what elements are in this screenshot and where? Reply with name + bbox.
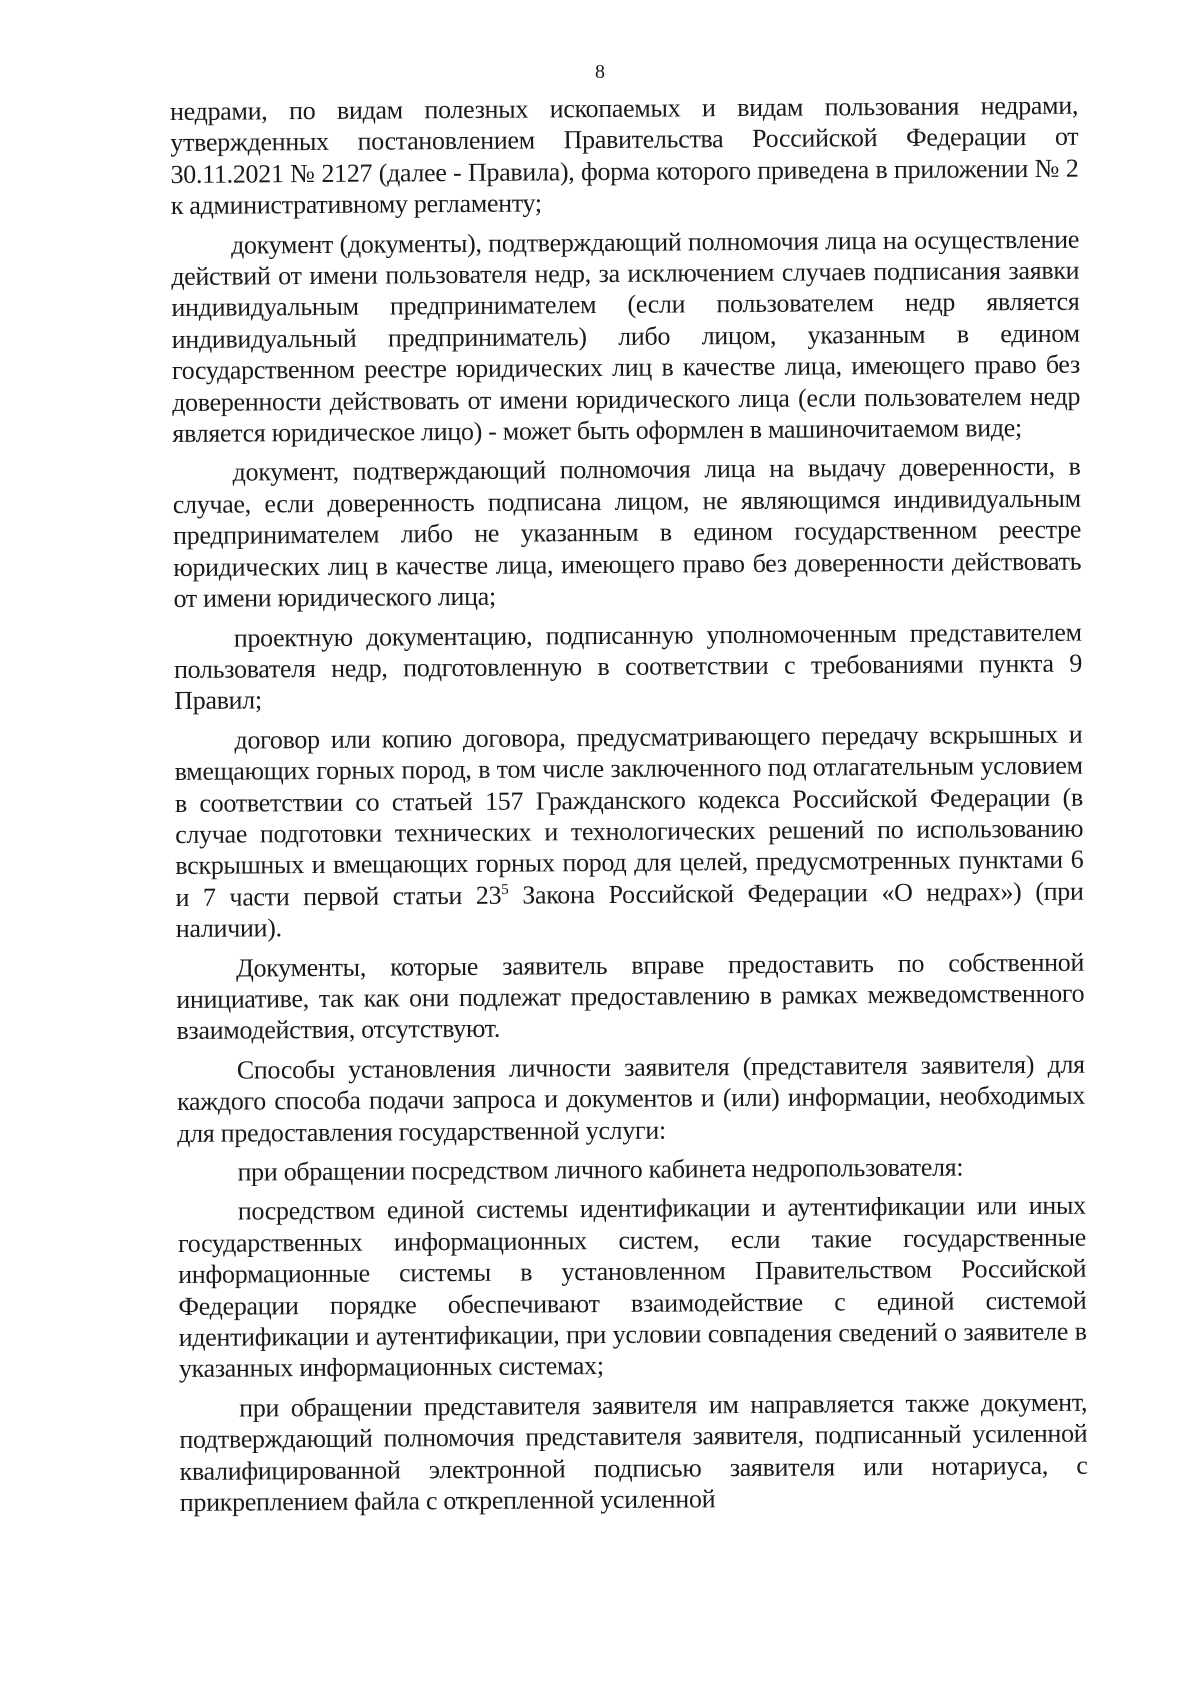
page-number: 8 (595, 61, 605, 83)
contract-text-before-superscript: договор или копию договора, предусматривающего передачу вскрышных и вмещающих горных пород, в том числе заключенного под отлагательным условием в соответствии со статьей 157 Гражданского кодекса Российской Федерации (в случае подготовки технических и технологических решений по использованию вскрышных и вмещающих горных пород для целей, предусмотренных пунктами 6 и 7 части первой статьи 23 (174, 719, 1084, 912)
paragraph-representative: при обращении представителя заявителя им направляется также документ, подтверждающий полномочия представителя заявителя, подписанный усиленной квалифицированной электронной подписью заявителя или нотариуса, с прикреплением файла с открепленной усиленной (179, 1387, 1088, 1518)
article-superscript: 5 (501, 881, 509, 898)
document-body (170, 90, 1088, 1527)
paragraph-project-documentation: проектную документацию, подписанную уполномоченным представителем пользователя недр, подготовленную в соответствии с требованиями пункта 9 Правил; (173, 617, 1083, 716)
paragraph-continuation: недрами, по видам полезных ископаемых и видам пользования недрами, утвержденных постановлением Правительства Российской Федерации от 30.11.2021 № 2127 (далее - Правила), форма которого приведена в приложении № 2 к административному регламенту; (170, 90, 1079, 221)
paragraph-esia-identification: посредством единой системы идентификации и аутентификации или иных государственных информационных систем, если такие государственные информационные системы в установленном Правительством Российской Федерации порядке обеспечивают взаимодействие с единой системой идентификации и аутентификации, при условии совпадения сведений о заявителе в указанных информационных системах; (177, 1191, 1087, 1384)
paragraph-personal-cabinet: при обращении посредством личного кабинета недропользователя: (237, 1152, 964, 1187)
paragraph-optional-documents: Документы, которые заявитель вправе предоставить по собственной инициативе, так как они подлежат предоставлению в рамках межведомственного взаимодействия, отсутствуют. (176, 947, 1085, 1046)
contract-text-after-superscript: Закона Российской Федерации «О недрах») (при наличии). (175, 876, 1084, 944)
paragraph-identification-methods: Способы установления личности заявителя (представителя заявителя) для каждого способа подачи запроса и документов и (или) информации, необходимых для предоставления государственной услуги: (176, 1049, 1086, 1148)
paragraph-power-of-attorney-document: документ, подтверждающий полномочия лица на выдачу доверенности, в случае, если доверенность подписана лицом, не являющимся индивидуальным предпринимателем либо не указанным в едином государственном реестре юридических лиц в качестве лица, имеющего право без доверенности действовать от имени юридического лица; (172, 452, 1082, 614)
paragraph-rock-transfer-contract (174, 718, 1084, 944)
paragraph-authority-document: документ (документы), подтверждающий полномочия лица на осуществление действий от имени пользователя недр, за исключением случаев подписания заявки индивидуальным предпринимателем (если пользователем недр является индивидуальный предприниматель) либо лицом, указанным в едином государственном реестре юридических лиц в качестве лица, имеющего право без доверенности действовать от имени юридического лица (если пользователем недр является юридическое лицо) - может быть оформлен в машиночитаемом виде; (171, 224, 1081, 449)
